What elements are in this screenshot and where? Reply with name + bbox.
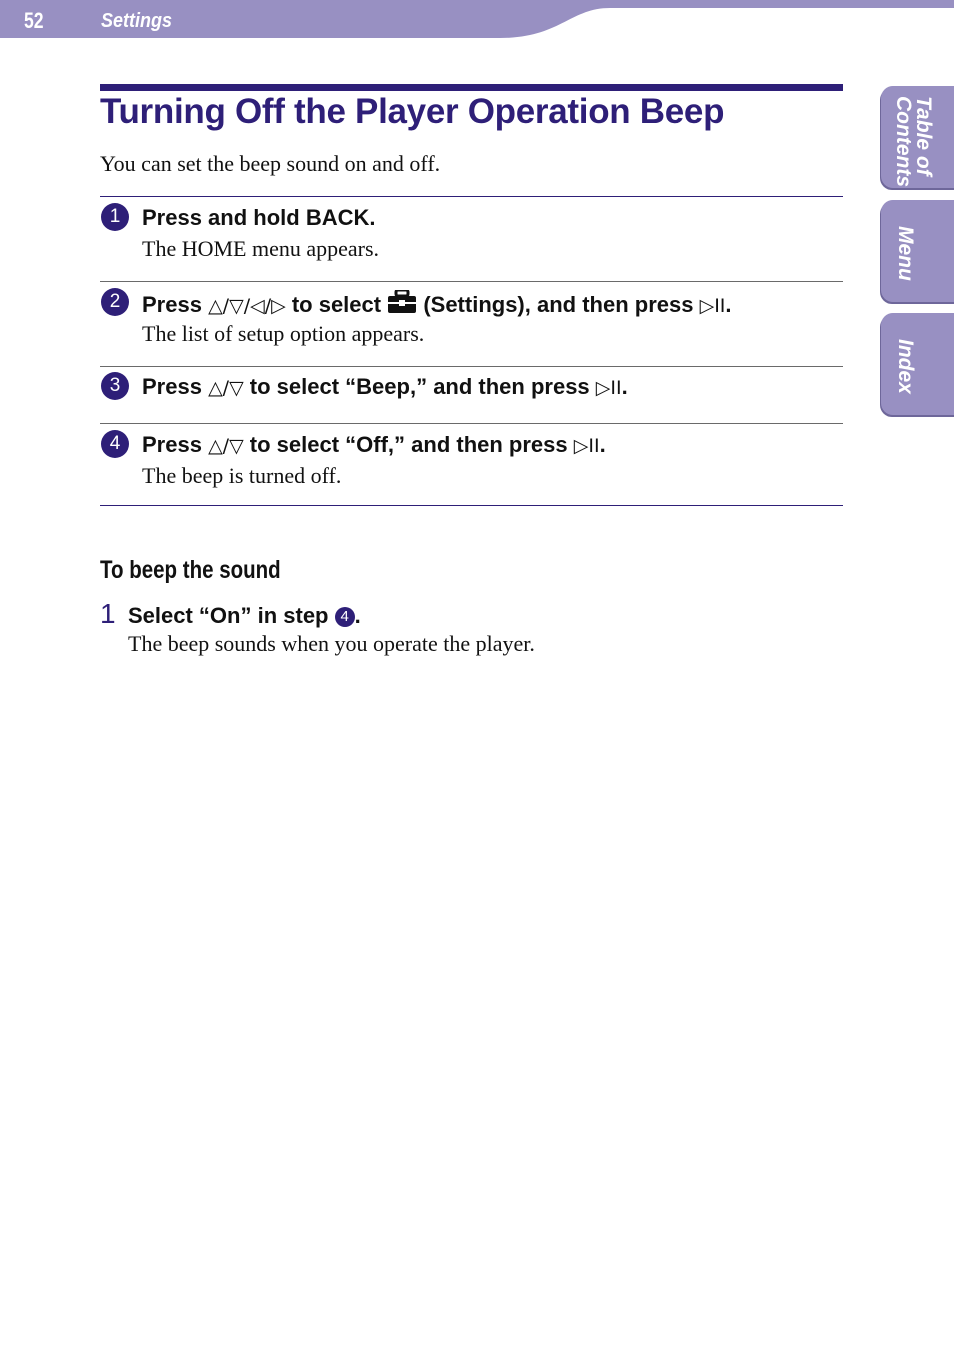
page-title: Turning Off the Player Operation Beep	[100, 92, 725, 131]
subsection-step-heading	[128, 603, 361, 629]
subsection-step-body: The beep sounds when you operate the player.	[128, 631, 535, 656]
step-body: The HOME menu appears.	[142, 236, 380, 261]
step-body: The list of setup option appears.	[142, 321, 425, 346]
step-text: Press	[142, 374, 209, 399]
page-number: 52	[24, 8, 44, 33]
arrow-buttons-icon: △/▽	[208, 435, 244, 457]
divider	[100, 196, 843, 197]
step-heading	[142, 374, 628, 400]
step-period: .	[599, 432, 606, 457]
play-pause-icon: ▷II	[699, 295, 726, 317]
step-text: (Settings), and then press	[417, 292, 700, 317]
play-pause-icon: ▷II	[595, 377, 622, 399]
step-period: .	[725, 292, 732, 317]
settings-toolbox-icon	[387, 290, 417, 314]
divider	[100, 281, 843, 282]
step-text: to select “Beep,” and then press	[243, 374, 596, 399]
step-text: Press	[142, 292, 209, 317]
subsection-heading: To beep the sound	[100, 556, 281, 584]
step-heading: Press and hold BACK.	[142, 205, 376, 230]
tab-label: Menu	[894, 226, 917, 281]
step-text: Select “On” in step	[128, 603, 335, 628]
step-reference: 4	[335, 607, 355, 627]
divider	[100, 423, 843, 424]
step-period: .	[621, 374, 628, 399]
step-heading	[142, 432, 606, 458]
step-body: The beep is turned off.	[142, 463, 342, 488]
step-heading	[142, 290, 732, 318]
arrow-buttons-icon: △/▽/◁/▷	[208, 295, 286, 317]
tab-label: Index	[894, 339, 917, 394]
step-text: Press	[142, 432, 209, 457]
step-number: 3	[101, 372, 129, 400]
page-header	[0, 0, 954, 40]
step-period: .	[354, 603, 361, 628]
divider	[100, 505, 843, 506]
tab-menu[interactable]	[881, 200, 954, 302]
step-number: 4	[101, 430, 129, 458]
intro-text: You can set the beep sound on and off.	[100, 151, 441, 176]
tab-table-of-contents[interactable]	[881, 86, 954, 188]
play-pause-icon: ▷II	[573, 435, 600, 457]
step-text: to select	[285, 292, 388, 317]
step-number: 2	[101, 288, 129, 316]
tab-label: Table of Contents	[892, 96, 935, 187]
tab-index[interactable]	[881, 313, 954, 415]
section-name: Settings	[101, 10, 173, 32]
step-number: 1	[101, 203, 129, 231]
subsection-step-number: 1	[100, 598, 116, 629]
step-text: to select “Off,” and then press	[243, 432, 574, 457]
arrow-buttons-icon: △/▽	[208, 377, 244, 399]
title-bar	[100, 84, 843, 91]
divider	[100, 366, 843, 367]
